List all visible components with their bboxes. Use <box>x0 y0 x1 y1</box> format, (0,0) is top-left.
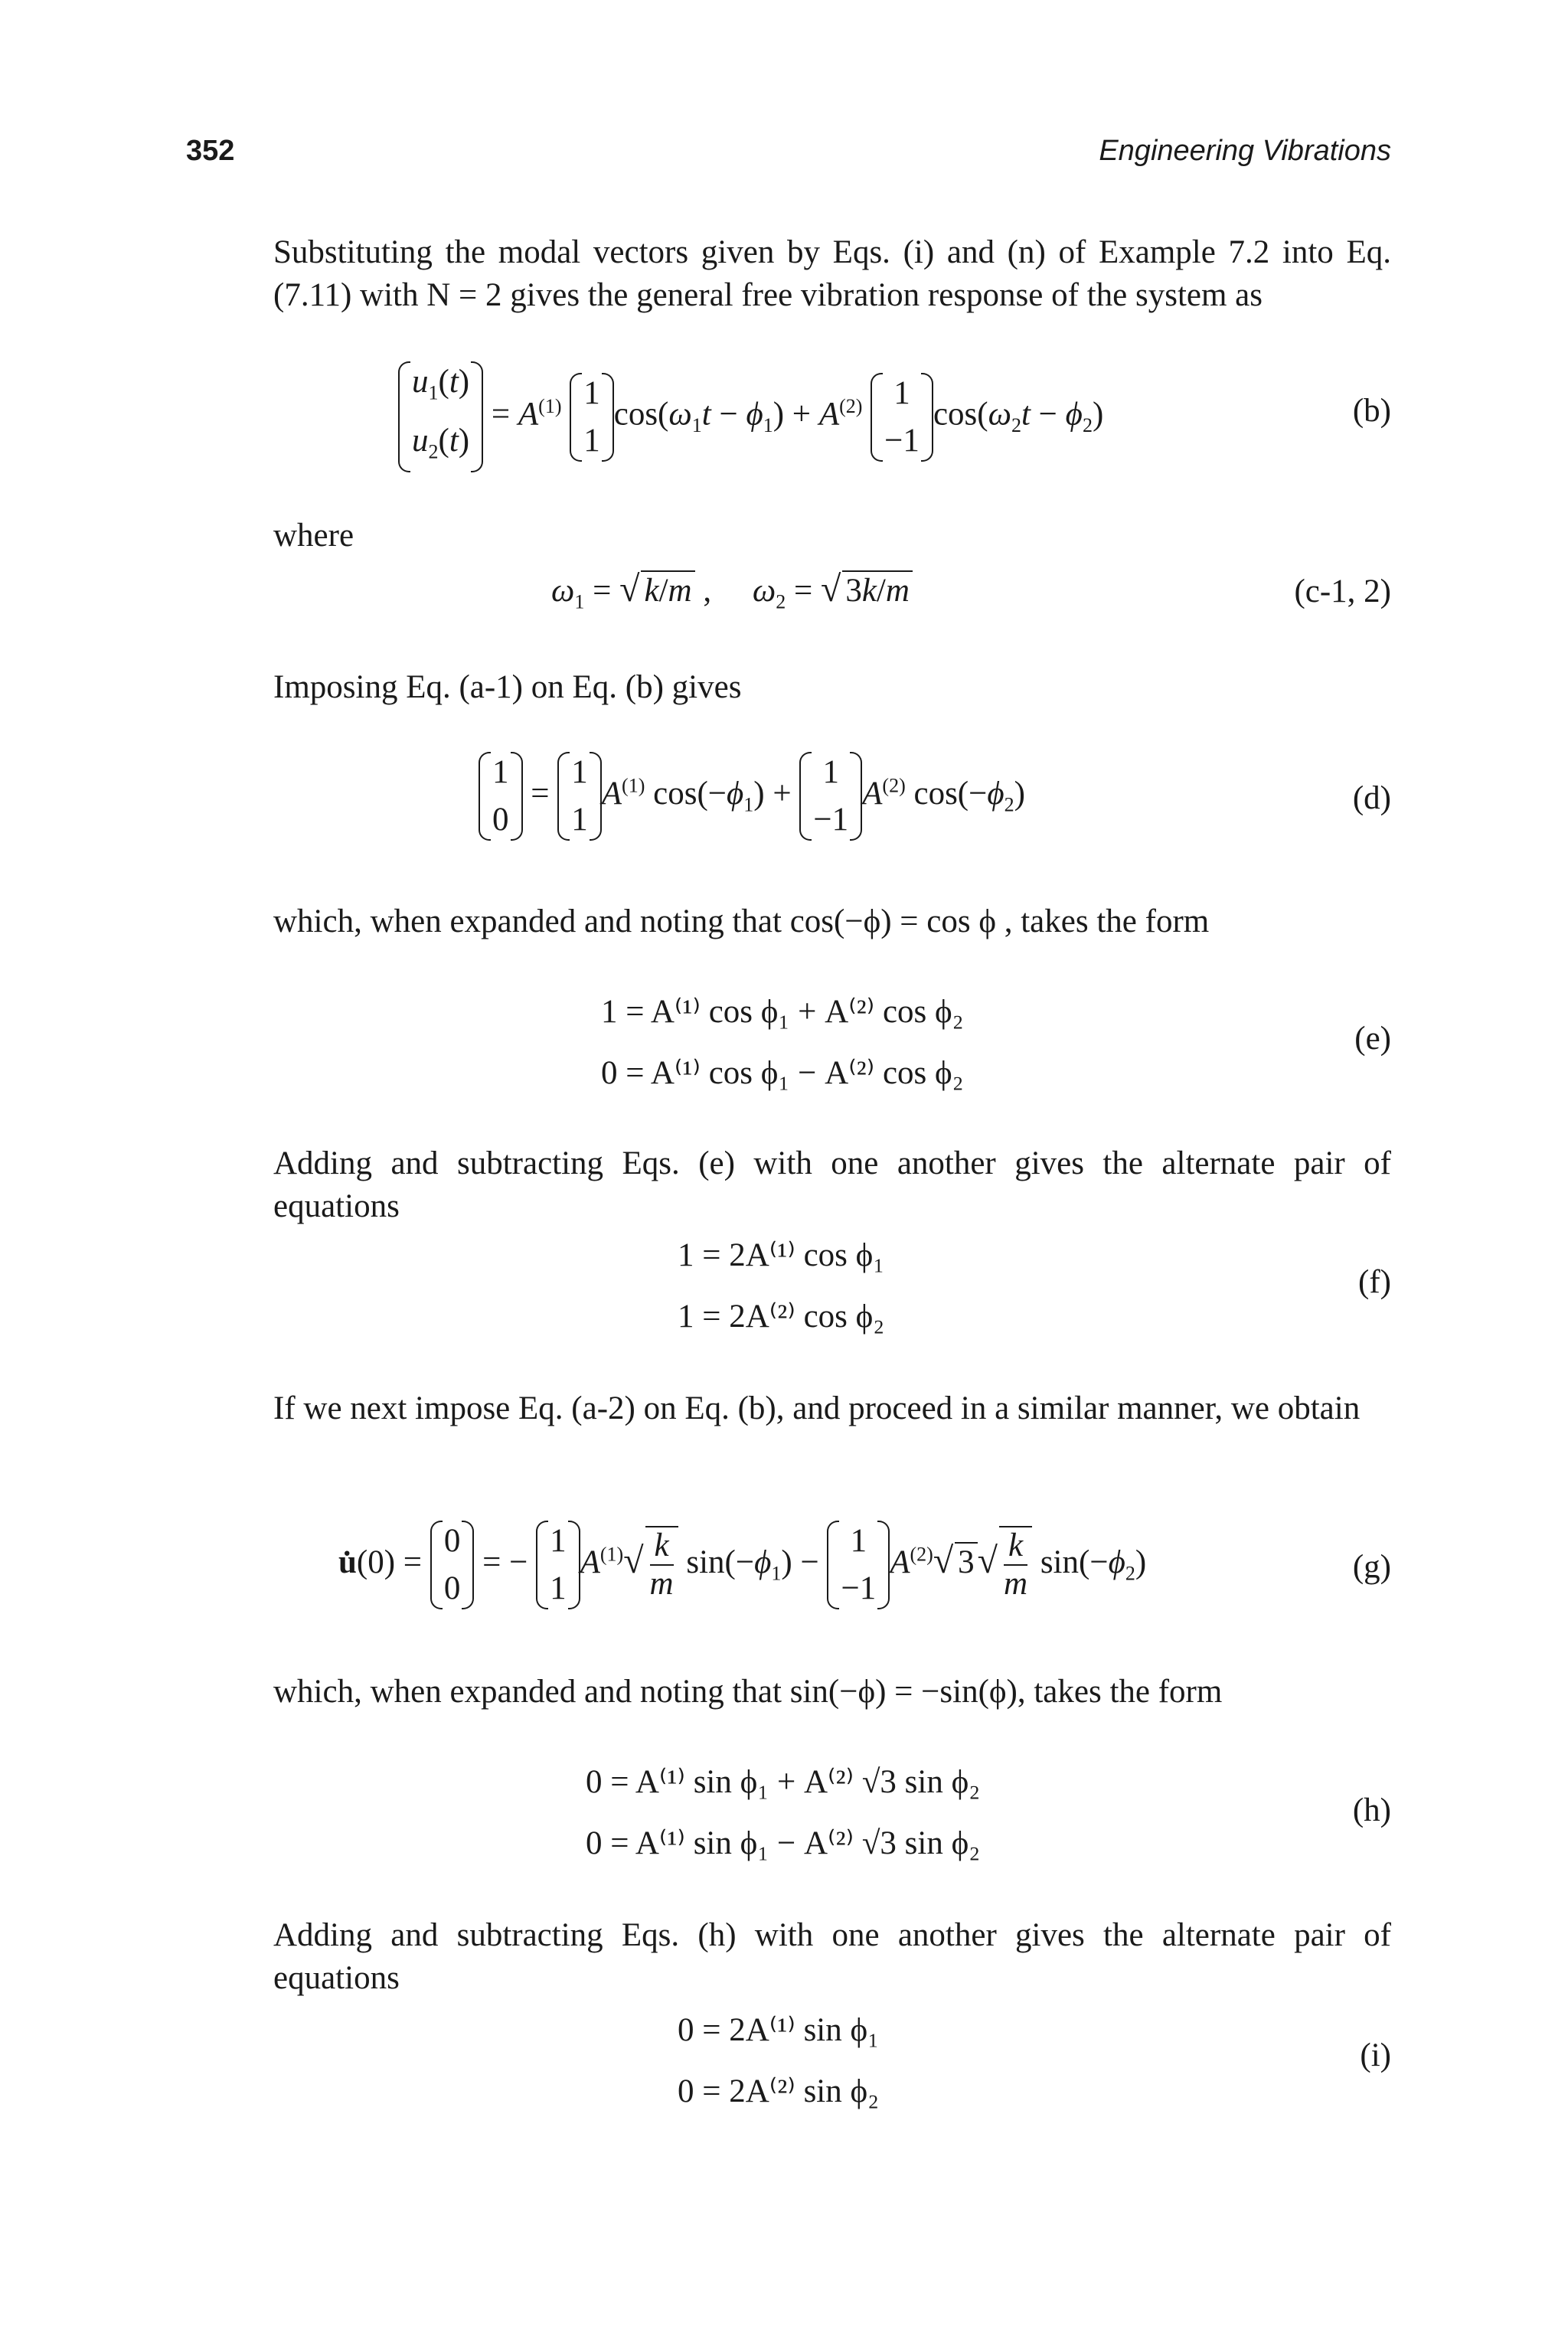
equation-e <box>601 982 964 1104</box>
paragraph-impose-a2: If we next impose Eq. (a-2) on Eq. (b), and proceed in a similar manner, we obtain <box>273 1390 1361 1426</box>
equation-b-label: (b) <box>1352 393 1391 429</box>
equation-f-label: (f) <box>1358 1264 1391 1300</box>
equation-e-label: (e) <box>1354 1021 1391 1057</box>
page-number: 352 <box>186 135 235 167</box>
equation-e-line1: 1 = A⁽¹⁾ cos ϕ₁ + A⁽²⁾ cos ϕ₂ <box>601 994 964 1030</box>
paragraph-where: where <box>273 518 354 554</box>
equation-f <box>678 1225 884 1348</box>
equation-g-label: (g) <box>1352 1549 1391 1585</box>
paragraph-imposing: Imposing Eq. (a-1) on Eq. (b) gives <box>273 669 742 705</box>
equation-c-label: (c-1, 2) <box>1294 573 1391 609</box>
running-title: Engineering Vibrations <box>1099 135 1391 167</box>
equation-i-line1: 0 = 2A⁽¹⁾ sin ϕ₁ <box>678 2012 880 2048</box>
equation-h <box>586 1752 980 1874</box>
equation-b: $u_1(t)$ $u_2(t)$ = $A^{(1)}$ 1 1 $\cos(\omega_1t - \phi_1) + A^{(2)}$ 1 −1 $\cos(\omega_2t - \phi_2)$ <box>398 358 1103 475</box>
equation-e-line2: 0 = A⁽¹⁾ cos ϕ₁ − A⁽²⁾ cos ϕ₂ <box>601 1055 964 1091</box>
equation-i-line2: 0 = 2A⁽²⁾ sin ϕ₂ <box>678 2073 880 2109</box>
equation-h-label: (h) <box>1352 1792 1391 1828</box>
paragraph-expanded-cos: which, when expanded and noting that cos(−ϕ) = cos ϕ , takes the form <box>273 903 1210 939</box>
equation-i <box>678 2000 879 2122</box>
equation-f-line1: 1 = 2A⁽¹⁾ cos ϕ₁ <box>678 1237 885 1273</box>
paragraph-intro: Substituting the modal vectors given by Eqs. (i) and (n) of Example 7.2 into Eq. (7.11) with N = 2 gives the general free vibration response of the system as <box>273 234 1391 313</box>
equation-c: $\omega_1$ = √ k/m , $\omega_2$ = √ 3k/m <box>551 568 913 614</box>
paragraph-adding-e: Adding and subtracting Eqs. (e) with one another gives the alternate pair of equations <box>273 1145 1391 1224</box>
equation-g: u̇(0) = 0 0 = − 1 1 $A^{(1)}√$ $\frac{k}{m}$ $\sin(-\phi_1)$ − 1 −1 $A^{(2)}√$ 3√ $\frac{k}{m}$ $\sin(-\phi_2)$ <box>338 1518 1146 1612</box>
equation-d-label: (d) <box>1352 780 1391 816</box>
equation-f-line2: 1 = 2A⁽²⁾ cos ϕ₂ <box>678 1299 885 1335</box>
paragraph-expanded-sin: which, when expanded and noting that sin(−ϕ) = −sin(ϕ), takes the form <box>273 1674 1223 1710</box>
equation-i-label: (i) <box>1360 2037 1391 2073</box>
equation-h-line2: 0 = A⁽¹⁾ sin ϕ₁ − A⁽²⁾ √3 sin ϕ₂ <box>586 1825 981 1861</box>
equation-h-line1: 0 = A⁽¹⁾ sin ϕ₁ + A⁽²⁾ √3 sin ϕ₂ <box>586 1764 981 1800</box>
equation-d: 1 0 = 1 1 $A^{(1)}$ $\cos(-\phi_1)$ + 1 −1 $A^{(2)}$ $\cos(-\phi_2)$ <box>479 749 1025 844</box>
paragraph-adding-h: Adding and subtracting Eqs. (h) with one another gives the alternate pair of equations <box>273 1917 1391 1996</box>
